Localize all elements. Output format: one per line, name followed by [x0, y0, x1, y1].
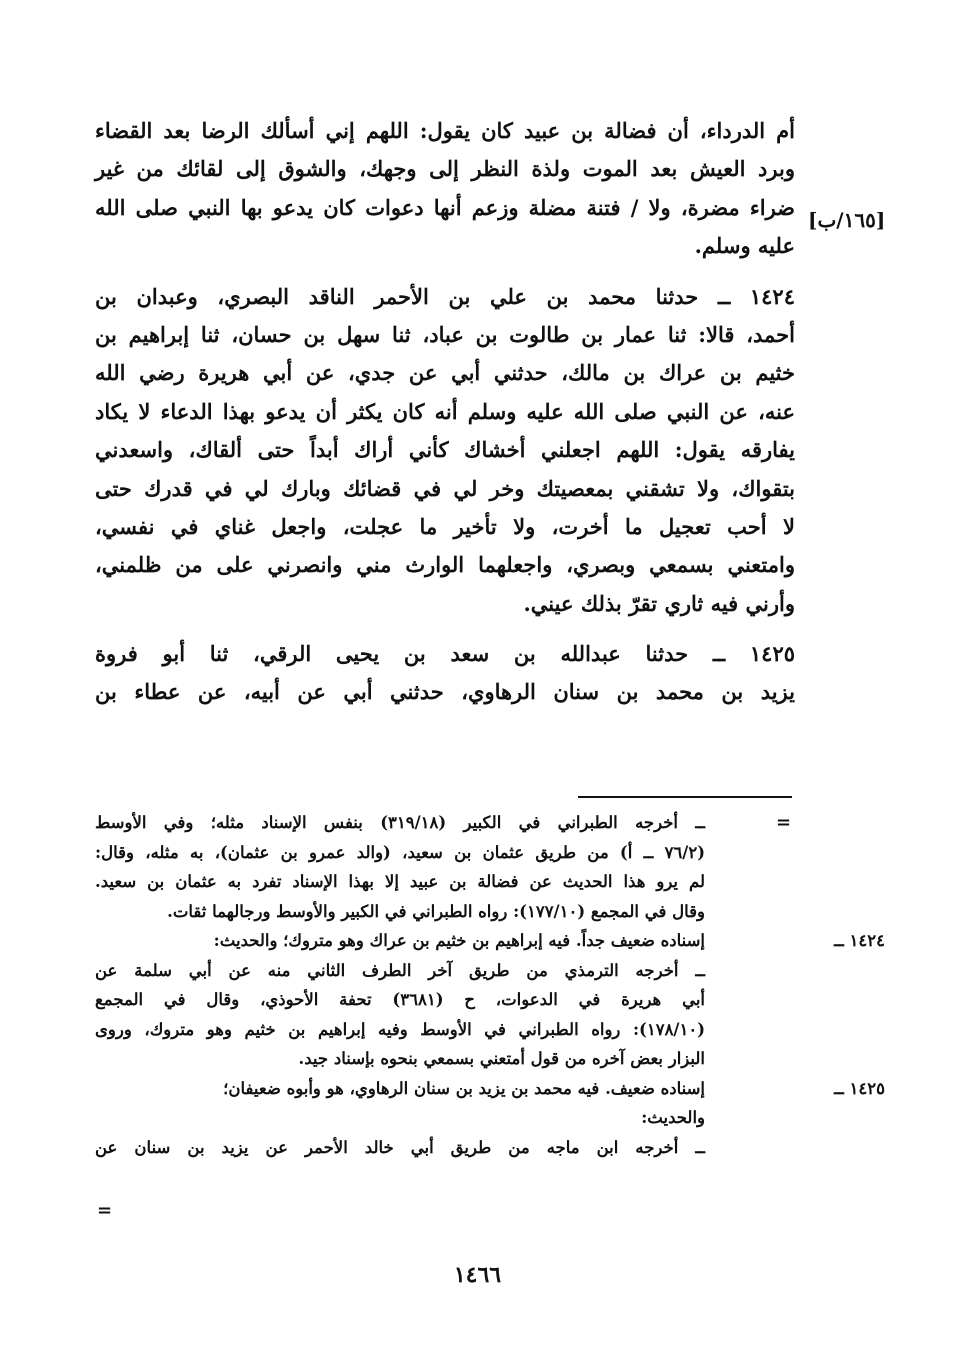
footnote-line: ــ أخرجه الطبراني في الكبير (٣١٩/١٨) بنفس الإسناد مثله؛ وفي الأوسط	[95, 813, 705, 832]
footnote-line: البزار بعض آخره من قول أمتعني بسمعي بنحوه بإسناد جيد.	[298, 1049, 705, 1068]
text-line: عنه، عن النبي صلى الله عليه وسلم أنه كان يكثر أن يدعو بهذا الدعاء لا يكاد	[95, 398, 795, 424]
text-line: يفارقه يقول: اللهم اجعلني أخشاك كأني أراك أبداً حتى ألقاك، واسعدني	[95, 437, 795, 463]
page-number: ١٤٦٦	[453, 1262, 502, 1288]
hadith-1424-heading: ١٤٢٤ ــ حدثنا محمد بن علي بن الأحمر الناقد البصري، وعبدان بن	[95, 283, 795, 309]
text-line: أحمد، قالا: ثنا عمار بن طالوت بن عباد، ثنا سهل بن حسان، ثنا إبراهيم بن	[95, 321, 795, 347]
text-line: أم الدرداء، أن فضالة بن عبيد كان يقول: اللهم إني أسألك الرضا بعد القضاء	[95, 118, 795, 143]
footnote-line: أبي هريرة في الدعوات، ح (٣٦٨١) تحفة الأحوذي، وقال في المجمع	[95, 990, 705, 1009]
margin-folio-note: [١٦٥/ب]	[808, 208, 886, 232]
footnote-separator	[578, 796, 792, 798]
text-line: وامتعني بسمعي وبصري، واجعلهما الوارث مني وانصرني على من ظلمني،	[95, 552, 795, 578]
text-line: وبرد العيش بعد الموت ولذة النظر إلى وجهك، والشوق إلى لقائك من غير	[95, 156, 795, 182]
footnote-number: ١٤٢٤ ــ	[834, 931, 885, 950]
footnote-line: ــ أخرجه ابن ماجه من طريق أبي خالد الأحمر عن يزيد بن سنان عن	[95, 1137, 705, 1157]
footnote-line: لم يرو هذا الحديث عن فضالة بن عبيد إلا بهذا الإسناد تفرد به عثمان بن سعيد.	[95, 872, 705, 891]
footnote-line: ــ أخرجه الترمذي من طريق آخر الطرف الثاني منه عن أبي سلمة عن	[95, 960, 705, 980]
text-line: خثيم بن عراك بن مالك، حدثني أبي عن جدي، عن أبي هريرة رضي الله	[95, 360, 795, 386]
continuation-mark-top: =	[776, 812, 792, 833]
footnotes	[95, 808, 885, 1162]
text-line: بتقواك، ولا تشقني بمعصيتك وخر لي في قضائك وبارك لي في قدرك حتى	[95, 475, 795, 501]
continuation-mark-bottom: =	[97, 1200, 113, 1221]
text-line: عليه وسلم.	[694, 233, 795, 259]
footnote-1424: ١٤٢٤ ــإسناده ضعيف جداً. فيه إبراهيم بن خثيم بن عراك وهو متروك؛ والحديث:	[95, 926, 795, 956]
footnote-1425: ١٤٢٥ ــإسناده ضعيف. فيه محمد بن يزيد بن سنان الرهاوي، هو وأبوه ضعيفان؛	[95, 1074, 795, 1104]
footnote-line: (٧٦/٢ ــ أ) من طريق عثمان بن سعيد، (والد عمرو بن عثمان)، به مثله، وقال:	[95, 842, 705, 862]
footnote-line: والحديث:	[641, 1108, 705, 1127]
main-text	[95, 112, 795, 712]
text-line: لا أحب تعجيل ما أخرت، ولا تأخير ما عجلت، واجعل غناي في نفسي،	[95, 513, 795, 539]
hadith-1425-heading: ١٤٢٥ ــ حدثنا عبدالله بن سعد بن يحيى الرقي، ثنا أبو فروة	[95, 641, 796, 667]
text-line: ضراء مضرة، ولا / فتنة مضلة وزعم أنها دعوات كان يدعو بها النبي صلى الله	[95, 194, 795, 220]
text-line: يزيد بن محمد بن سنان الرهاوي، حدثني أبي عن أبيه، عن عطاء بن	[95, 679, 795, 705]
footnote-line: وقال في المجمع (١٧٧/١٠): رواه الطبراني في الكبير والأوسط ورجالهما ثقات.	[167, 901, 705, 921]
footnote-line: (١٧٨/١٠): رواه الطبراني في الأوسط وفيه إبراهيم بن خثيم وهو متروك، وروى	[95, 1019, 705, 1039]
footnote-number: ١٤٢٥ ــ	[834, 1078, 885, 1098]
text-line: وأرني فيه ثاري تقرّ بذلك عيني.	[523, 590, 795, 616]
